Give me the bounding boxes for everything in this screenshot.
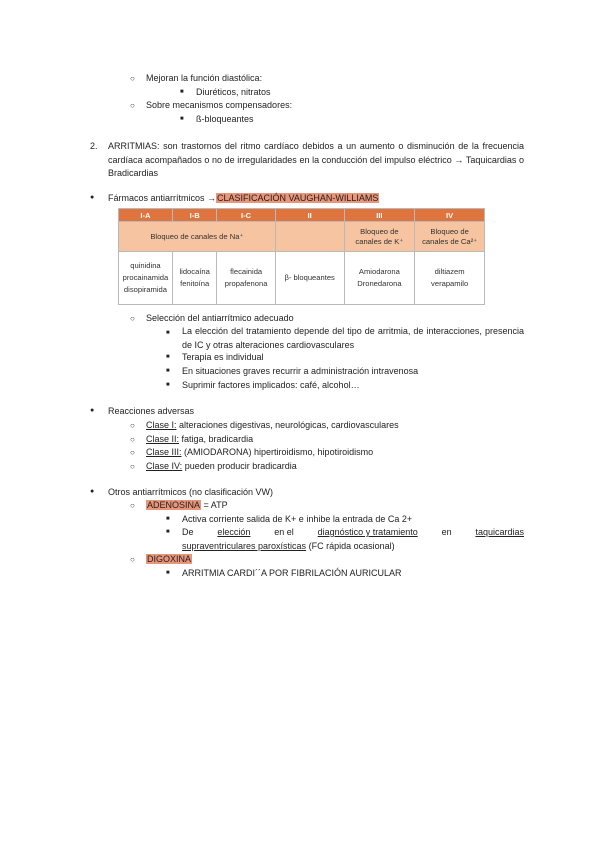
list-item: ○ Clase IV: pueden producir bradicardia bbox=[146, 461, 297, 471]
reacciones-heading: ● Reacciones adversas bbox=[108, 406, 194, 416]
otros-heading: ● Otros antiarrítmicos (no clasificación VW) bbox=[108, 487, 273, 497]
list-item: ○ Mejoran la función diastólica: bbox=[146, 73, 262, 83]
list-item: ■ En situaciones graves recurrir a administración intravenosa bbox=[182, 366, 418, 376]
list-item bbox=[146, 554, 192, 564]
list-item: ■ ARRITMIA CARDI´´A POR FIBRILACIÓN AURICULAR bbox=[182, 568, 402, 578]
mechanism-cell: Bloqueo de canales de Na⁺ bbox=[119, 222, 276, 252]
list-item: ■ Activa corriente salida de K+ e inhibe la entrada de Ca 2+ bbox=[182, 514, 412, 524]
vaughan-williams-table bbox=[118, 208, 485, 305]
mechanism-cell: Bloqueo de canales de K⁺ bbox=[344, 222, 415, 252]
class-header: I-C bbox=[217, 209, 275, 222]
farmacos-prefix: Fármacos antiarrítmicos → bbox=[108, 193, 217, 203]
mechanism-cell: Bloqueo de canales de Ca²⁺ bbox=[415, 222, 485, 252]
section-arritmias-text: ARRITMIAS: son trastornos del ritmo cardíaco debidos a un aumento o disminución de la frecuencia cardíaca acompañados o no de irregularidades en la conducción del impulso eléctrico → Taquicardias o Bradicardias bbox=[108, 141, 524, 178]
list-item: ○ Clase II: fatiga, bradicardia bbox=[146, 434, 253, 444]
mechanism-cell bbox=[275, 222, 344, 252]
list-item: ■ ß-bloqueantes bbox=[196, 114, 254, 124]
list-item: ○ Clase III: (AMIODARONA) hipertiroidismo, hipotiroidismo bbox=[146, 447, 373, 457]
vw-classification-highlight: CLASIFICACIÓN VAUGHAN-WILLIAMS bbox=[217, 193, 379, 203]
drug-cell: quinidina procainamida disopiramida bbox=[119, 252, 173, 305]
list-item: ○ Clase I: alteraciones digestivas, neurológicas, cardiovasculares bbox=[146, 420, 399, 430]
drug-cell: lidocaína fenitoína bbox=[172, 252, 217, 305]
class-header: II bbox=[275, 209, 344, 222]
list-item: ■ De elección en el diagnóstico y tratamiento en taquicardias bbox=[182, 527, 524, 537]
list-item: ○ Sobre mecanismos compensadores: bbox=[146, 100, 292, 110]
class-header: I-A bbox=[119, 209, 173, 222]
seleccion-title: ○ Selección del antiarrítmico adecuado bbox=[146, 313, 294, 323]
drug-cell: β- bloqueantes bbox=[275, 252, 344, 305]
farmacos-heading bbox=[108, 193, 379, 203]
adenosina-highlight: ADENOSINA bbox=[147, 500, 201, 510]
list-item: ■ La elección del tratamiento depende del tipo de arritmia, de interacciones, presencia de IC y otras alteraciones cardiovasculares bbox=[182, 325, 524, 352]
class-header: III bbox=[344, 209, 415, 222]
class-header: IV bbox=[415, 209, 485, 222]
drug-cell: Amiodarona Dronedarona bbox=[344, 252, 415, 305]
list-item: ■ Diuréticos, nitratos bbox=[196, 87, 271, 97]
list-item: ■ Terapia es individual bbox=[182, 352, 264, 362]
drug-cell: diltiazem verapamilo bbox=[415, 252, 485, 305]
digoxina-highlight: DIGOXINA bbox=[147, 554, 192, 564]
class-header: I-B bbox=[172, 209, 217, 222]
section-number: 2. bbox=[90, 141, 98, 151]
list-item: ○ ADENOSINA = ATP bbox=[146, 500, 228, 510]
drug-cell: flecainida propafenona bbox=[217, 252, 275, 305]
list-item-continuation: supraventriculares paroxísticas (FC rápida ocasional) bbox=[182, 541, 395, 551]
list-item: ■ Suprimir factores implicados: café, alcohol… bbox=[182, 380, 360, 390]
